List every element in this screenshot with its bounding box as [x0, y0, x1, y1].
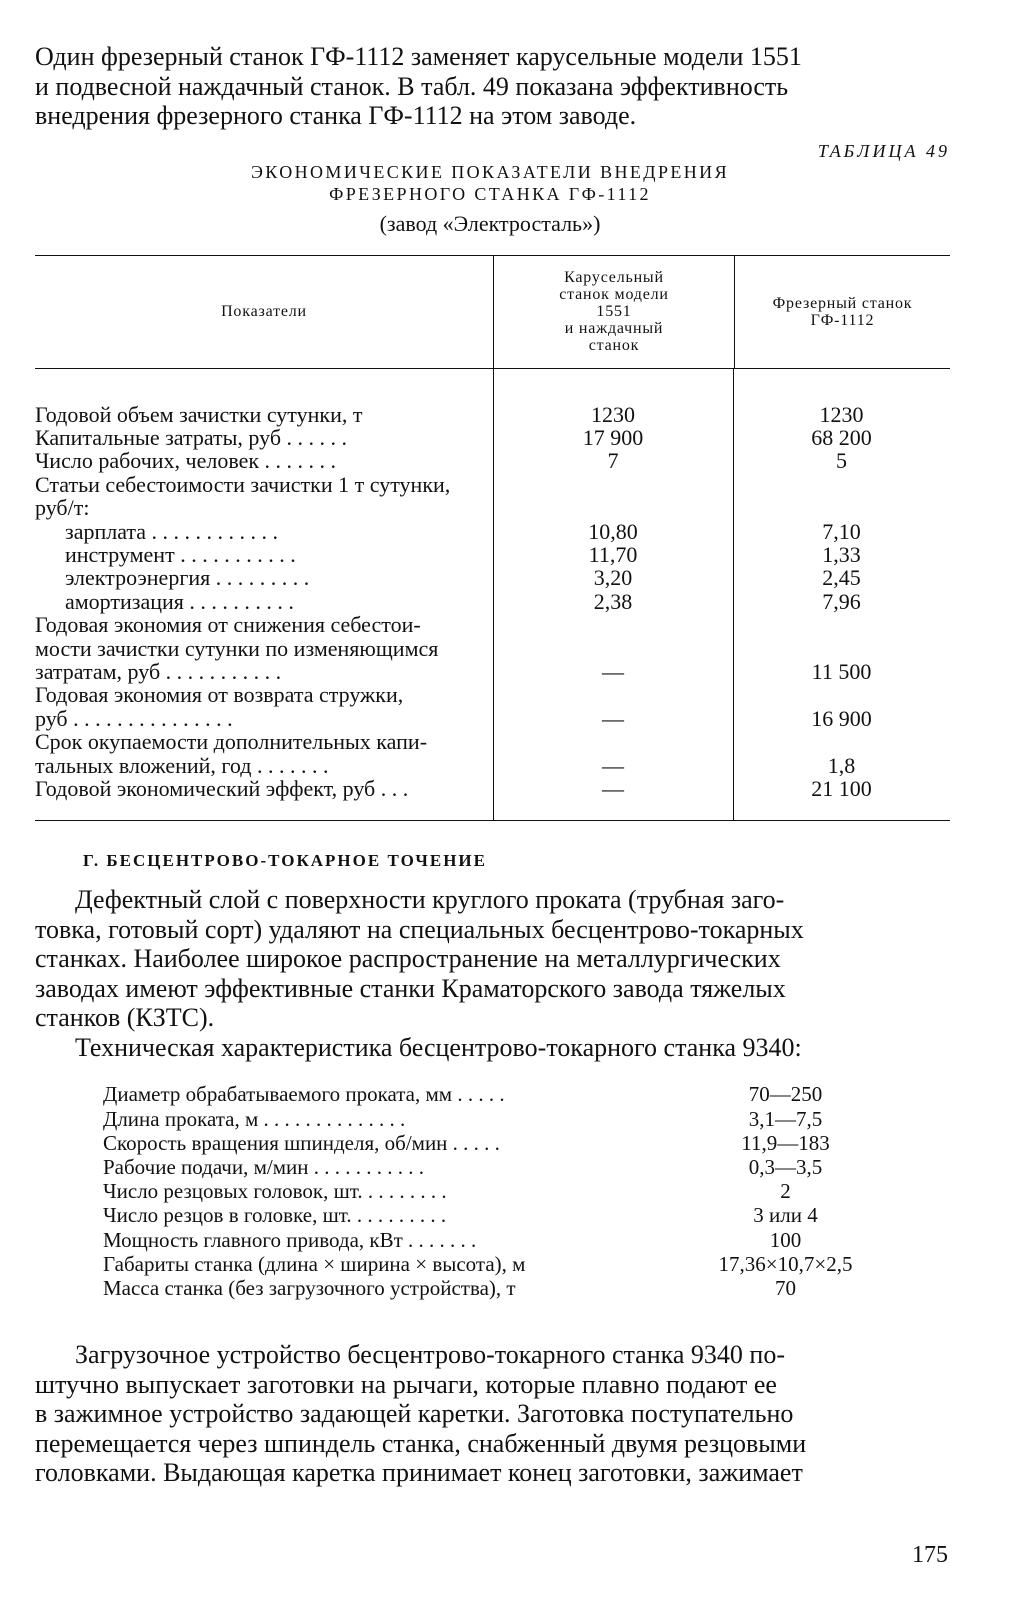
- row-label: тальных вложений, год . . . . . . .: [35, 752, 329, 778]
- row-label: руб/т:: [35, 495, 90, 521]
- row-value-carousel: [493, 496, 733, 519]
- header-carousel-machine: [493, 256, 734, 368]
- paragraph-line: станках. Наиболее широкое распространение на металлургических: [35, 944, 781, 974]
- row-value-milling: 7,96: [822, 588, 861, 614]
- spec-row: [103, 1276, 903, 1300]
- intro-line: Один фрезерный станок ГФ-1112 заменяет карусельные модели 1551: [35, 42, 802, 71]
- paragraph-line: в зажимное устройство задающей каретки. Заготовка поступательно: [35, 1399, 794, 1429]
- spec-row: [103, 1155, 903, 1179]
- row-label: Статьи себестоимости зачистки 1 т сутунки,: [35, 471, 451, 497]
- section-paragraph-3: [35, 1340, 950, 1488]
- row-value-carousel: —: [602, 658, 624, 684]
- spec-value: 70—250: [748, 1082, 823, 1107]
- table-subtitle: (завод «Электросталь»): [379, 210, 601, 236]
- spec-label: Число резцов в головке, шт. . . . . . . . . .: [103, 1203, 447, 1228]
- intro-line: и подвесной наждачный станок. В табл. 49 показана эффективность: [35, 71, 789, 101]
- row-value-carousel: 7: [607, 448, 619, 474]
- spec-row: [103, 1228, 903, 1252]
- row-value-milling: [733, 496, 950, 519]
- header-milling-machine: [734, 256, 950, 368]
- row-value-milling: [733, 730, 950, 753]
- row-value-carousel: —: [602, 752, 624, 778]
- row-value-milling: [733, 613, 950, 636]
- spec-label: Габариты станка (длина × ширина × высота), м: [103, 1251, 526, 1276]
- table-title-line: ФРЕЗЕРНОГО СТАНКА ГФ-1112: [329, 183, 651, 204]
- paragraph-line: Дефектный слой с поверхности круглого проката (трубная заго-: [75, 885, 785, 915]
- row-label: амортизация . . . . . . . . . .: [65, 588, 294, 614]
- spec-label: Диаметр обрабатываемого проката, мм . . . . .: [103, 1082, 505, 1107]
- paragraph-line: головками. Выдающая каретка принимает конец заготовки, зажимает: [35, 1458, 803, 1488]
- spec-label: Скорость вращения шпинделя, об/мин . . . . .: [103, 1130, 500, 1155]
- spec-label: Длина проката, м . . . . . . . . . . . . . .: [103, 1106, 406, 1131]
- row-label: Капитальные затраты, руб . . . . . .: [35, 424, 348, 450]
- spec-row: [103, 1131, 903, 1155]
- row-value-milling: 11 500: [811, 658, 872, 684]
- table-label: ТАБЛИЦА 49: [817, 140, 950, 161]
- spec-value: 0,3—3,5: [748, 1155, 823, 1180]
- header-line: ГФ-1112: [810, 311, 875, 329]
- row-label: руб . . . . . . . . . . . . . . .: [35, 705, 233, 731]
- row-value-carousel: 1230: [591, 401, 635, 427]
- column-divider: [493, 369, 494, 821]
- header-line: Фрезерный станок: [772, 294, 913, 312]
- table-body: [35, 369, 950, 822]
- row-value-carousel: 2,38: [593, 588, 633, 614]
- spec-row: [103, 1107, 903, 1131]
- paragraph-line: штучно выпускает заготовки на рычаги, которые плавно подают ее: [35, 1369, 777, 1399]
- row-label: Срок окупаемости дополнительных капи-: [35, 729, 428, 755]
- paragraph-line: заводах имеют эффективные станки Краматорского завода тяжелых: [35, 973, 786, 1003]
- table-title: [165, 161, 815, 205]
- page: [35, 40, 950, 1488]
- row-value-carousel: 10,80: [588, 518, 638, 544]
- row-value-carousel: —: [602, 776, 624, 801]
- intro-line: внедрения фрезерного станка ГФ-1112 на этом заводе.: [35, 101, 637, 130]
- row-value-milling: 68 200: [811, 424, 872, 450]
- table-header: [35, 255, 950, 369]
- spec-value: 100: [769, 1227, 802, 1252]
- header-indicators: Показатели: [221, 303, 307, 320]
- spec-label: Рабочие подачи, м/мин . . . . . . . . . . .: [103, 1155, 424, 1180]
- row-label: инструмент . . . . . . . . . . .: [65, 541, 296, 567]
- row-label: Годовая экономия от возврата стружки,: [35, 682, 404, 708]
- row-label: затратам, руб . . . . . . . . . . .: [35, 658, 282, 684]
- column-divider: [733, 369, 734, 821]
- paragraph-line: перемещается через шпиндель станка, снабженный двумя резцовыми: [35, 1428, 807, 1458]
- spec-list: [103, 1082, 903, 1300]
- spec-label: Масса станка (без загрузочного устройства), т: [103, 1276, 516, 1301]
- row-value-carousel: [493, 683, 733, 706]
- row-value-carousel: 3,20: [593, 565, 633, 591]
- row-value-milling: 1,8: [827, 752, 856, 778]
- row-value-milling: 1,33: [822, 541, 861, 567]
- paragraph-line: Загрузочное устройство бесцентрово-токарного станка 9340 по-: [75, 1340, 785, 1370]
- row-label: Число рабочих, человек . . . . . . .: [35, 448, 337, 474]
- spec-row: [103, 1179, 903, 1203]
- row-value-carousel: [493, 730, 733, 753]
- header-line: Карусельный: [564, 269, 664, 286]
- paragraph-line: Техническая характеристика бесцентрово-токарного станка 9340:: [75, 1032, 802, 1062]
- row-value-carousel: [493, 613, 733, 636]
- spec-row: [103, 1203, 903, 1227]
- table-caption: [35, 141, 950, 249]
- paragraph-line: товка, готовый сорт) удаляют на специальных бесцентрово-токарных: [35, 914, 804, 944]
- section-heading: Г. БЕСЦЕНТРОВО-ТОКАРНОЕ ТОЧЕНИЕ: [83, 851, 487, 871]
- header-line: станок: [588, 337, 640, 354]
- header-line: 1551: [596, 303, 632, 320]
- page-number: 175: [912, 1542, 948, 1568]
- spec-label: Число резцовых головок, шт. . . . . . . . .: [103, 1179, 447, 1204]
- row-label: зарплата . . . . . . . . . . . .: [65, 518, 279, 544]
- table-title-line: ЭКОНОМИЧЕСКИЕ ПОКАЗАТЕЛИ ВНЕДРЕНИЯ: [251, 161, 729, 182]
- spec-value: 70: [775, 1276, 796, 1301]
- row-value-milling: 7,10: [822, 518, 861, 544]
- row-label: Годовой объем зачистки сутунки, т: [35, 401, 363, 427]
- section-paragraph-1: [35, 885, 950, 1062]
- row-label: электроэнергия . . . . . . . . .: [65, 565, 310, 591]
- row-value-milling: [733, 473, 950, 496]
- paragraph-line: станков (КЗТС).: [35, 1003, 215, 1033]
- row-value-milling: 21 100: [811, 776, 872, 801]
- row-label: мости зачистки сутунки по изменяющимся: [35, 635, 439, 661]
- row-value-carousel: [493, 473, 733, 496]
- spec-value: 3,1—7,5: [748, 1106, 823, 1131]
- spec-row: [103, 1252, 903, 1276]
- spec-value: 2: [780, 1179, 791, 1204]
- spec-value: 17,36×10,7×2,5: [718, 1251, 853, 1276]
- header-line: и наждачный: [564, 320, 664, 337]
- row-label: Годовой экономический эффект, руб . . .: [35, 776, 409, 801]
- row-value-carousel: [493, 637, 733, 660]
- row-value-milling: [733, 637, 950, 660]
- indicators-table: [35, 255, 950, 822]
- spec-value: 3 или 4: [753, 1203, 818, 1228]
- row-value-carousel: 11,70: [588, 541, 638, 567]
- spec-row: [103, 1082, 903, 1106]
- row-value-milling: 16 900: [811, 705, 872, 731]
- row-value-carousel: 17 900: [582, 424, 644, 450]
- spec-label: Мощность главного привода, кВт . . . . . . .: [103, 1227, 477, 1252]
- spec-value: 11,9—183: [741, 1130, 830, 1155]
- intro-paragraph: [35, 42, 950, 131]
- header-line: станок модели: [559, 286, 669, 303]
- row-value-milling: [733, 683, 950, 706]
- row-value-milling: 1230: [819, 401, 864, 427]
- row-value-carousel: —: [602, 705, 624, 731]
- row-value-milling: 5: [836, 448, 847, 474]
- row-label: Годовая экономия от снижения себестои-: [35, 612, 421, 638]
- row-value-milling: 2,45: [822, 565, 861, 591]
